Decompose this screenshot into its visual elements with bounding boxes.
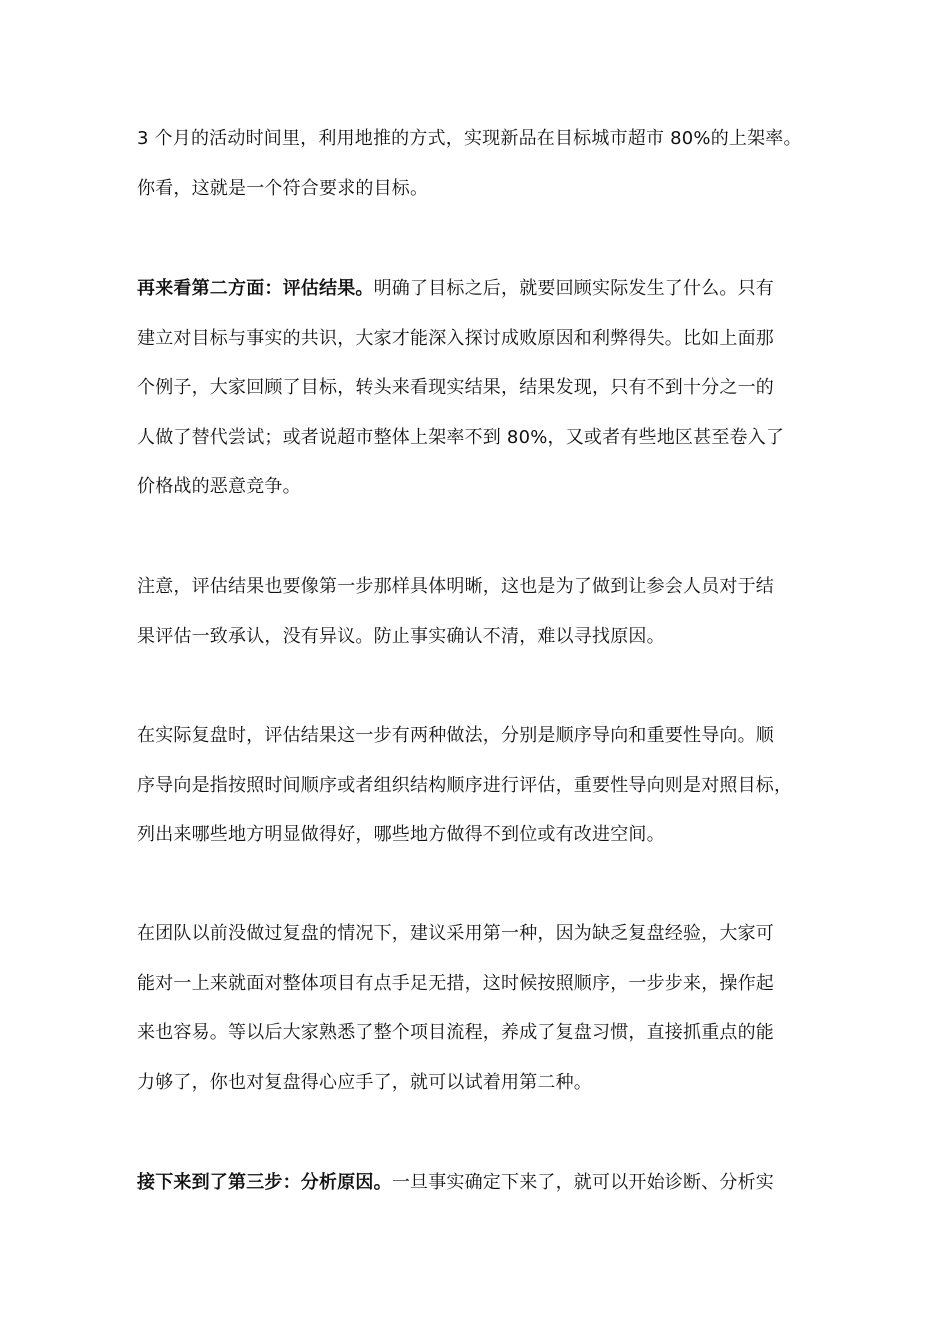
text-line [137,264,827,314]
text-line: 在团队以前没做过复盘的情况下，建议采用第一种，因为缺乏复盘经验，大家可 [137,923,774,944]
text-line: 在实际复盘时，评估结果这一步有两种做法，分别是顺序导向和重要性导向。顺 [137,725,774,746]
text-line: 价格战的恶意竞争。 [137,476,301,498]
text-line: 力够了，你也对复盘得心应手了，就可以试着用第二种。 [137,1071,592,1093]
text-line [137,1158,827,1208]
bold-heading-analyze-causes: 接下来到了第三步：分析原因。 [137,1172,392,1193]
bold-heading-evaluate-results: 再来看第二方面：评估结果。 [137,278,374,299]
text-line: 序导向是指按照时间顺序或者组织结构顺序进行评估，重要性导向则是对照目标， [137,774,793,796]
text-run: 一旦事实确定下来了，就可以开始诊断、分析实 [391,1172,775,1193]
text-line: 能对一上来就面对整体项目有点手足无措，这时候按照顺序，一步步来，操作起 [137,972,774,994]
text-line: 列出来哪些地方明显做得好，哪些地方做得不到位或有改进空间。 [137,824,665,846]
paragraph-note [137,562,827,661]
paragraph-recommendation [137,909,827,1107]
text-line: 注意，评估结果也要像第一步那样具体明晰，这也是为了做到让参会人员对于结 [137,576,774,597]
text-line: 果评估一致承认，没有异议。防止事实确认不清，难以寻找原因。 [137,625,665,647]
paragraph-evaluate-results [137,264,827,512]
text-line: 你看，这就是一个符合要求的目标。 [137,177,429,199]
text-line: 人做了替代尝试；或者说超市整体上架率不到 80%，又或者有些地区甚至卷入了 [137,426,785,448]
text-run: 明确了目标之后，就要回顾实际发生了什么。只有 [373,278,775,299]
text-line: 3 个月的活动时间里，利用地推的方式，实现新品在目标城市超市 80%的上架率。 [137,128,802,149]
text-line: 个例子，大家回顾了目标，转头来看现实结果，结果发现，只有不到十分之一的 [137,377,774,399]
paragraph-analyze-causes [137,1158,827,1208]
text-line: 来也容易。等以后大家熟悉了整个项目流程，养成了复盘习惯，直接抓重点的能 [137,1022,774,1044]
paragraph-target-example [137,114,827,213]
paragraph-two-methods [137,711,827,860]
text-line: 建立对目标与事实的共识，大家才能深入探讨成败原因和利弊得失。比如上面那 [137,327,774,349]
